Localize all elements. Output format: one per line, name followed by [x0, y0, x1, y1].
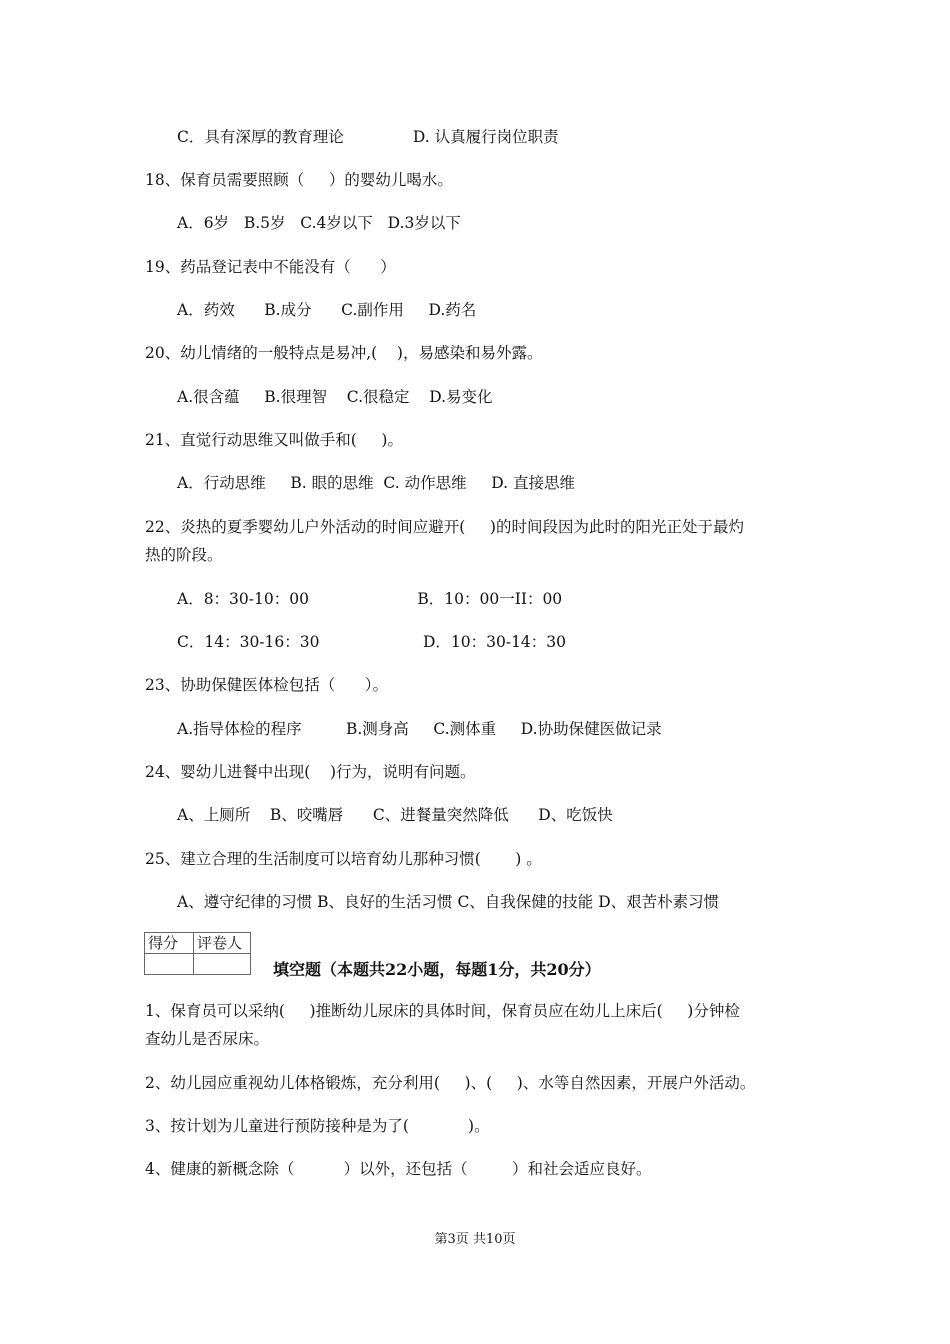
- question-text: 热的阶段。: [145, 546, 223, 564]
- page-footer: 第3页 共10页: [434, 1232, 516, 1247]
- question-text: 24、婴幼儿进餐中出现( )行为，说明有问题。: [145, 763, 476, 781]
- answer-options: C．14：30-16：30 D．10：30-14：30: [177, 633, 567, 651]
- question-text: 3、按计划为儿童进行预防接种是为了( )。: [145, 1117, 490, 1135]
- answer-options: C．具有深厚的教育理论 D. 认真履行岗位职责: [177, 128, 559, 146]
- answer-options: A.很含蕴 B.很理智 C.很稳定 D.易变化: [177, 388, 493, 406]
- answer-options: A．行动思维 B. 眼的思维 C. 动作思维 D. 直接思维: [177, 474, 575, 492]
- answer-options: A．8：30-10：00 B．10：00一II：00: [177, 590, 563, 608]
- question-text: 20、幼儿情绪的一般特点是易冲,( )，易感染和易外露。: [145, 344, 543, 362]
- question-text: 4、健康的新概念除（ ）以外，还包括（ ）和社会适应良好。: [145, 1160, 652, 1178]
- score-cell[interactable]: [145, 954, 194, 975]
- question-text: 23、协助保健医体检包括（ ）。: [145, 676, 389, 694]
- grader-header: 评卷人: [194, 933, 251, 954]
- answer-options: A．6岁 B.5岁 C.4岁以下 D.3岁以下: [177, 214, 461, 232]
- question-text: 21、直觉行动思维又叫做手和( )。: [145, 431, 403, 449]
- answer-options: A．药效 B.成分 C.副作用 D.药名: [177, 301, 477, 319]
- question-text: 18、保育员需要照顾（ ）的婴幼儿喝水。: [145, 171, 453, 189]
- score-header: 得分: [145, 933, 194, 954]
- question-text: 2、幼儿园应重视幼儿体格锻炼，充分利用( )、( )、水等自然因素，开展户外活动。: [145, 1074, 756, 1092]
- answer-options: A.指导体检的程序 B.测身高 C.测体重 D.协助保健医做记录: [177, 720, 662, 738]
- answer-options: A、遵守纪律的习惯 B、良好的生活习惯 C、自我保健的技能 D、艰苦朴素习惯: [177, 893, 720, 911]
- answer-options: A、上厕所 B、咬嘴唇 C、进餐量突然降低 D、吃饭快: [177, 806, 613, 824]
- question-text: 查幼儿是否尿床。: [145, 1030, 270, 1048]
- grader-cell[interactable]: [194, 954, 251, 975]
- section-title: 填空题（本题共22小题，每题1分，共20分）: [273, 960, 601, 979]
- score-table: [144, 932, 251, 975]
- question-text: 1、保育员可以采纳( )推断幼儿尿床的具体时间，保育员应在幼儿上床后( )分钟检: [145, 1002, 740, 1020]
- question-text: 25、建立合理的生活制度可以培育幼儿那种习惯( ) 。: [145, 850, 542, 868]
- question-text: 19、药品登记表中不能没有（ ）: [145, 258, 396, 276]
- question-text: 22、炎热的夏季婴幼儿户外活动的时间应避开( )的时间段因为此时的阳光正处于最灼: [145, 518, 744, 536]
